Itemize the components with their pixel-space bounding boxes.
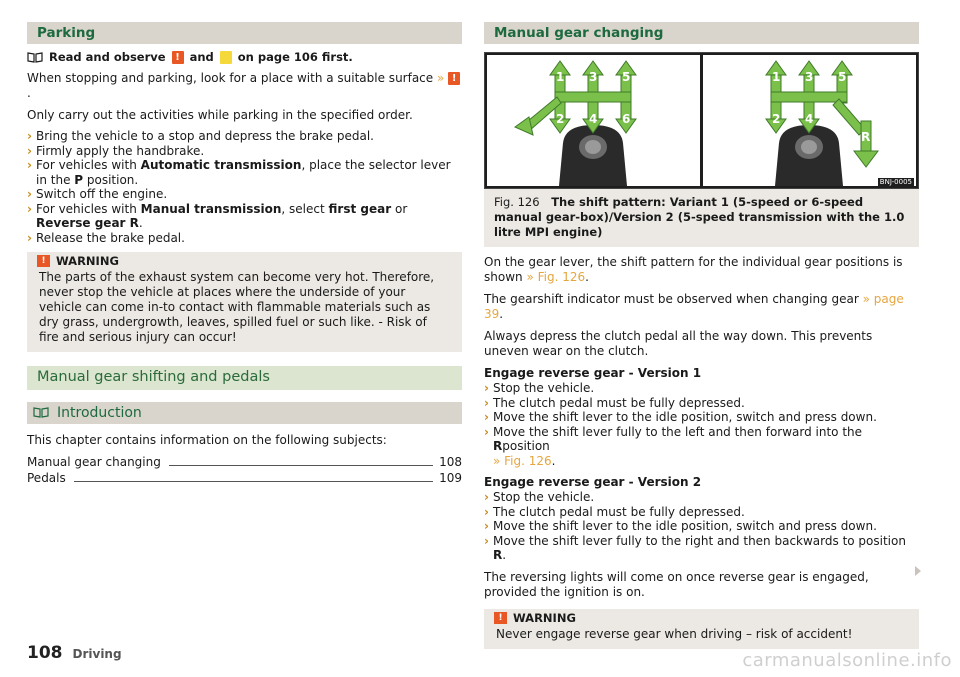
list-item [27, 158, 462, 187]
gear-paragraph-2: The gearshift indicator must be observed when changing gear » page 39. [484, 292, 904, 321]
gear-label: 5 [622, 70, 631, 84]
gear-p1-text: On the gear lever, the shift pattern for the individual gear positions is shown [484, 255, 903, 284]
gear-paragraph-4: The reversing lights will come on once reverse gear is engaged, provided the ignition is on. [484, 569, 869, 599]
gear-label: R [861, 130, 871, 144]
warning-icon: ! [37, 255, 50, 267]
intro-title: Introduction [57, 404, 142, 421]
gear-label: 4 [805, 112, 814, 126]
toc-leader [74, 481, 433, 482]
shift-pattern-variant-1 [487, 55, 700, 186]
chevron-right-icon: › [484, 381, 489, 395]
read-observe-line [27, 50, 462, 64]
note-symbol-icon [220, 51, 232, 64]
gear-paragraph-1: On the gear lever, the shift pattern for the individual gear positions is shown » Fig. 126. [484, 255, 903, 284]
chevron-right-icon: › [484, 533, 489, 548]
toc-leader [169, 465, 433, 466]
step-bold: Manual transmission [140, 201, 282, 216]
shift-pattern-variant-2 [703, 55, 916, 186]
step-text: Stop the vehicle. [493, 490, 595, 504]
shift-pattern-v1-drawing [487, 55, 700, 186]
list-item: › Move the shift lever fully to the left and then forward into the Rposition » Fig. 126. [484, 424, 863, 468]
toc-page: 108 [439, 455, 462, 469]
warning-icon: ! [494, 612, 507, 624]
book-icon [27, 52, 43, 63]
gear-label: R [507, 104, 517, 118]
warning-symbol-icon: ! [172, 51, 184, 64]
step-text: Move the shift lever to the idle position, switch and press down. [493, 410, 877, 424]
version-1-last-step [484, 425, 919, 469]
section-title-manual-gear: Manual gear changing [484, 22, 919, 44]
step-text: . [502, 548, 507, 562]
step-bold: first gear [328, 201, 392, 216]
list-item [484, 381, 919, 396]
chevron-right-icon: › [484, 395, 489, 410]
step-bold: P [74, 172, 84, 187]
toc-label: Pedals [27, 471, 66, 485]
gear-label: 1 [556, 70, 565, 84]
gear-label: 3 [589, 70, 598, 84]
chevron-right-icon: › [27, 129, 32, 143]
list-item [27, 187, 462, 202]
gear-warning-title: WARNING [513, 610, 576, 625]
table-of-contents [27, 455, 462, 486]
chevron-right-icon: › [27, 187, 32, 201]
step-text: Move the shift lever fully to the right and then backwards to position [493, 533, 906, 548]
parking-warning-text: The parts of the exhaust system can become very hot. Therefore, never stop the vehicle at places where the underside of your vehicle can come in-to contact with flammable materials such as dry grass, undergrowth, leaves, spilled fuel or such like. - Risk of fire and serious injury can occur! [39, 270, 435, 344]
step-text: The clutch pedal must be fully depressed. [493, 395, 745, 410]
parking-warning-header [27, 252, 462, 268]
shift-pattern-v2-drawing [703, 55, 916, 186]
gear-label: 2 [772, 112, 781, 126]
parking-paragraph-1: When stopping and parking, look for a place with a suitable surface » !. [27, 71, 462, 101]
step-bold: R [493, 548, 503, 562]
step-text: For vehicles with [36, 201, 141, 216]
step-text: position [502, 439, 550, 453]
page-footer [27, 643, 122, 663]
toc-entry[interactable] [27, 471, 462, 486]
section-title-shifting: Manual gear shifting and pedals [27, 366, 462, 390]
intro-header [27, 402, 462, 424]
chapter-name: Driving [72, 647, 122, 661]
step-text: Stop the vehicle. [493, 381, 595, 395]
chevron-right-icon: › [484, 410, 489, 424]
figure-number: Fig. 126 [494, 195, 540, 209]
step-text: Switch off the engine. [36, 187, 168, 201]
parking-p1-text: When stopping and parking, look for a place with a suitable surface [27, 71, 434, 85]
list-item [27, 202, 462, 231]
page-number: 108 [27, 643, 63, 663]
version-2-heading: Engage reverse gear - Version 2 [484, 475, 702, 489]
read-prefix: Read and observe [49, 50, 166, 64]
chevron-right-icon: › [27, 201, 32, 216]
list-item [484, 534, 919, 563]
gear-warning-header [484, 609, 919, 625]
list-item [484, 396, 919, 411]
step-text: The clutch pedal must be fully depressed. [493, 504, 745, 519]
parking-steps-list [27, 129, 462, 245]
step-bold: Reverse gear R [36, 216, 139, 230]
chevron-right-icon: › [27, 158, 32, 172]
book-icon [33, 407, 49, 418]
read-and: and [189, 50, 214, 64]
step-text: or [391, 201, 408, 216]
parking-warning-title: WARNING [56, 254, 119, 268]
left-column [27, 22, 462, 486]
step-text: , select [281, 201, 329, 216]
parking-paragraph-2: Only carry out the activities while parking in the specified order. [27, 108, 413, 122]
toc-label: Manual gear changing [27, 455, 161, 469]
step-text: Release the brake pedal. [36, 230, 185, 245]
chevron-right-icon: › [27, 143, 32, 158]
version-2-steps [484, 490, 919, 534]
watermark: carmanualsonline.info [742, 650, 952, 671]
step-text: Bring the vehicle to a stop and depress the brake pedal. [36, 129, 374, 143]
continue-arrow-icon [915, 566, 921, 576]
chevron-right-icon: › [484, 424, 489, 439]
right-column [484, 22, 919, 649]
fig-126-link[interactable]: » Fig. 126 [526, 270, 586, 284]
section-title-parking: Parking [27, 22, 462, 44]
list-item [484, 490, 919, 505]
figure-caption-text: The shift pattern: Variant 1 (5-speed or 6-speed manual gear-box)/Version 2 (5-speed transmission with the 1.0 litre MPI engine) [494, 195, 905, 239]
list-item [484, 410, 919, 425]
version-1-heading: Engage reverse gear - Version 1 [484, 366, 702, 380]
list-item [27, 144, 462, 159]
toc-page: 109 [439, 471, 462, 485]
chevron-right-icon: › [27, 230, 32, 245]
parking-warning-box [27, 252, 462, 352]
gear-warning-box [484, 609, 919, 649]
gear-p2-text: The gearshift indicator must be observed when changing gear [484, 292, 859, 306]
chevron-right-icon: › [484, 504, 489, 519]
step-bold: Automatic transmission [140, 158, 302, 172]
chevron-right-icon: › [484, 490, 489, 504]
parking-p1-link[interactable]: » [437, 71, 445, 85]
step-text: Move the shift lever fully to the left and then forward into the [493, 424, 863, 439]
step-text: For vehicles with [36, 158, 141, 172]
gear-warning-text: Never engage reverse gear when driving – risk of accident! [496, 626, 853, 641]
step-text: , place the selector lever in the [36, 158, 451, 187]
list-item [484, 505, 919, 520]
figure-caption [484, 189, 919, 247]
gear-paragraph-3: Always depress the clutch pedal all the way down. This prevents uneven wear on the clutch. [484, 329, 873, 358]
step-bold: R [493, 439, 503, 453]
step-text: position. [83, 172, 139, 187]
step-text: . [138, 216, 143, 230]
step-text: Move the shift lever to the idle position, switch and press down. [493, 519, 877, 533]
gear-label: 2 [556, 112, 565, 126]
toc-entry[interactable] [27, 455, 462, 470]
list-item [27, 231, 462, 246]
chevron-right-icon: › [484, 519, 489, 533]
figure-code: BNJ-0005 [879, 178, 912, 186]
gear-label: 4 [589, 112, 598, 126]
read-suffix: on page 106 first. [237, 50, 353, 64]
step-text: Firmly apply the handbrake. [36, 143, 205, 158]
intro-text: This chapter contains information on the following subjects: [27, 433, 387, 447]
gear-label: 6 [622, 112, 631, 126]
warning-ref-icon[interactable]: ! [448, 72, 460, 85]
gear-label: 1 [772, 70, 781, 84]
gear-label: 3 [805, 70, 814, 84]
version-1-steps [484, 381, 919, 425]
list-item [27, 129, 462, 144]
gear-label: 5 [838, 70, 847, 84]
shift-pattern-figure [484, 52, 919, 189]
page-39-link[interactable]: » page 39 [484, 292, 904, 321]
version-2-last-step [484, 534, 919, 563]
list-item [484, 519, 919, 534]
fig-126-link[interactable]: » Fig. 126 [493, 453, 552, 468]
